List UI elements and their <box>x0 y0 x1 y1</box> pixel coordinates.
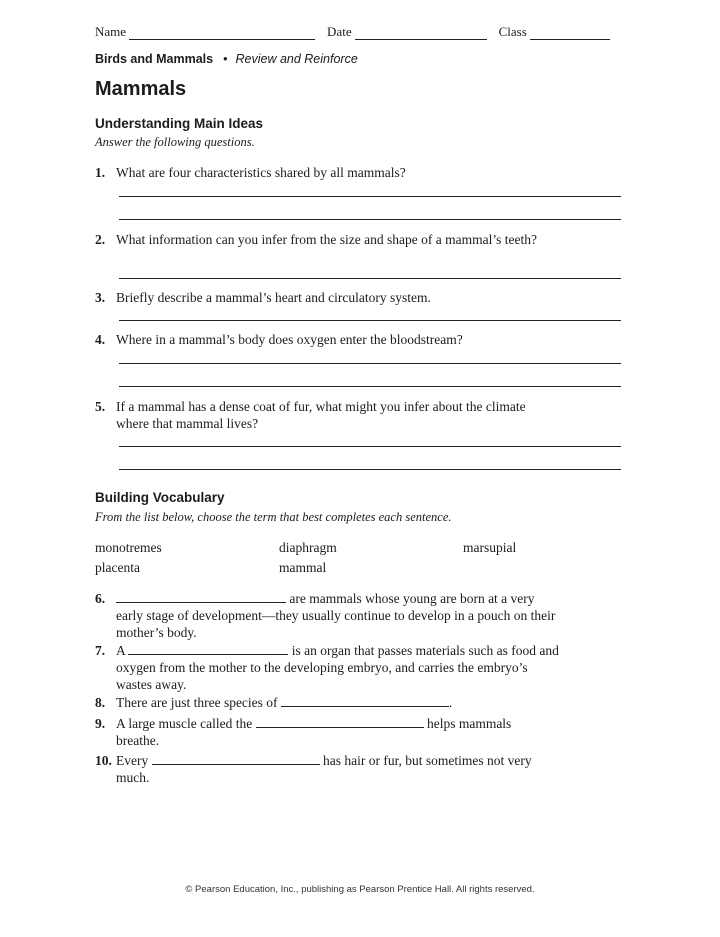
sentence-text <box>116 694 620 711</box>
question-number: 4. <box>95 332 106 347</box>
question-3 <box>95 289 620 306</box>
sentence-after: are mammals whose young are born at a very early stage of development—they usually continue to develop in a pouch on their mother’s body. <box>116 591 556 640</box>
class-label: Class <box>498 24 527 39</box>
fill-in-blank[interactable] <box>256 716 424 728</box>
sentence-after: has hair or fur, but sometimes not very much. <box>116 753 532 785</box>
sentence-text <box>116 590 561 641</box>
sentence-9 <box>95 715 620 749</box>
question-text: What are four characteristics shared by all mammals? <box>116 165 406 180</box>
question-1 <box>95 164 620 181</box>
header-row <box>95 22 621 40</box>
vocab-term: diaphragm <box>279 540 337 555</box>
sentence-after: . <box>448 695 453 710</box>
date-label: Date <box>327 24 352 39</box>
main-ideas-heading: Understanding Main Ideas <box>95 116 264 131</box>
answer-line[interactable] <box>119 469 621 470</box>
question-number: 1. <box>95 165 106 180</box>
question-text: Where in a mammal’s body does oxygen enter the bloodstream? <box>116 332 463 347</box>
answer-line[interactable] <box>119 363 621 364</box>
answer-line[interactable] <box>119 386 621 387</box>
main-ideas-instructions: Answer the following questions. <box>95 135 255 149</box>
sentence-number: 10. <box>95 753 112 768</box>
chapter-subhead <box>95 52 358 66</box>
sentence-number: 7. <box>95 643 106 658</box>
answer-line[interactable] <box>119 320 621 321</box>
sentence-after: helps mammals breathe. <box>116 716 512 748</box>
sentence-before: A <box>116 643 129 658</box>
question-4 <box>95 331 620 348</box>
question-number: 3. <box>95 290 106 305</box>
sentence-after: is an organ that passes materials such as food and oxygen from the mother to the developing embryo, and carries the embryo’s wastes away. <box>116 643 559 692</box>
vocab-term: monotremes <box>95 540 162 555</box>
sentence-text <box>116 642 561 693</box>
question-5 <box>95 398 620 432</box>
sentence-number: 6. <box>95 591 106 606</box>
vocab-term: mammal <box>279 560 327 575</box>
answer-line[interactable] <box>119 219 621 220</box>
sentence-number: 8. <box>95 695 106 710</box>
sentence-before: There are just three species of <box>116 695 281 710</box>
sentence-6 <box>95 590 620 641</box>
question-text: What information can you infer from the size and shape of a mammal’s teeth? <box>116 232 537 247</box>
answer-line[interactable] <box>119 278 621 279</box>
answer-line[interactable] <box>119 196 621 197</box>
page-title: Mammals <box>95 78 187 100</box>
vocab-term: marsupial <box>463 540 517 555</box>
copyright-footer: © Pearson Education, Inc., publishing as Pearson Prentice Hall. All rights reserved. <box>185 884 535 895</box>
vocabulary-heading: Building Vocabulary <box>95 490 225 505</box>
sentence-10 <box>95 752 620 786</box>
fill-in-blank[interactable] <box>152 753 320 765</box>
chapter-name: Birds and Mammals <box>95 52 214 66</box>
fill-in-blank[interactable] <box>281 695 449 707</box>
class-field[interactable] <box>530 27 610 40</box>
vocabulary-instructions: From the list below, choose the term that best completes each sentence. <box>95 510 452 524</box>
question-number: 2. <box>95 232 106 247</box>
name-label: Name <box>95 24 127 39</box>
bullet-separator: • <box>223 52 228 66</box>
sentence-number: 9. <box>95 716 106 731</box>
sentence-7 <box>95 642 620 693</box>
fill-in-blank[interactable] <box>116 591 286 603</box>
vocab-term: placenta <box>95 560 140 575</box>
question-text: Briefly describe a mammal’s heart and circulatory system. <box>116 290 431 305</box>
question-text: If a mammal has a dense coat of fur, what might you infer about the climate where that mammal lives? <box>116 399 526 431</box>
sentence-before: Every <box>116 753 152 768</box>
fill-in-blank[interactable] <box>128 643 288 655</box>
section-name: Review and Reinforce <box>235 52 358 66</box>
question-number: 5. <box>95 399 106 414</box>
answer-line[interactable] <box>119 446 621 447</box>
date-field[interactable] <box>355 27 487 40</box>
sentence-8 <box>95 694 620 711</box>
name-field[interactable] <box>129 27 315 40</box>
question-2 <box>95 231 620 248</box>
sentence-text <box>116 715 556 749</box>
sentence-text <box>116 752 546 786</box>
sentence-before: A large muscle called the <box>116 716 256 731</box>
